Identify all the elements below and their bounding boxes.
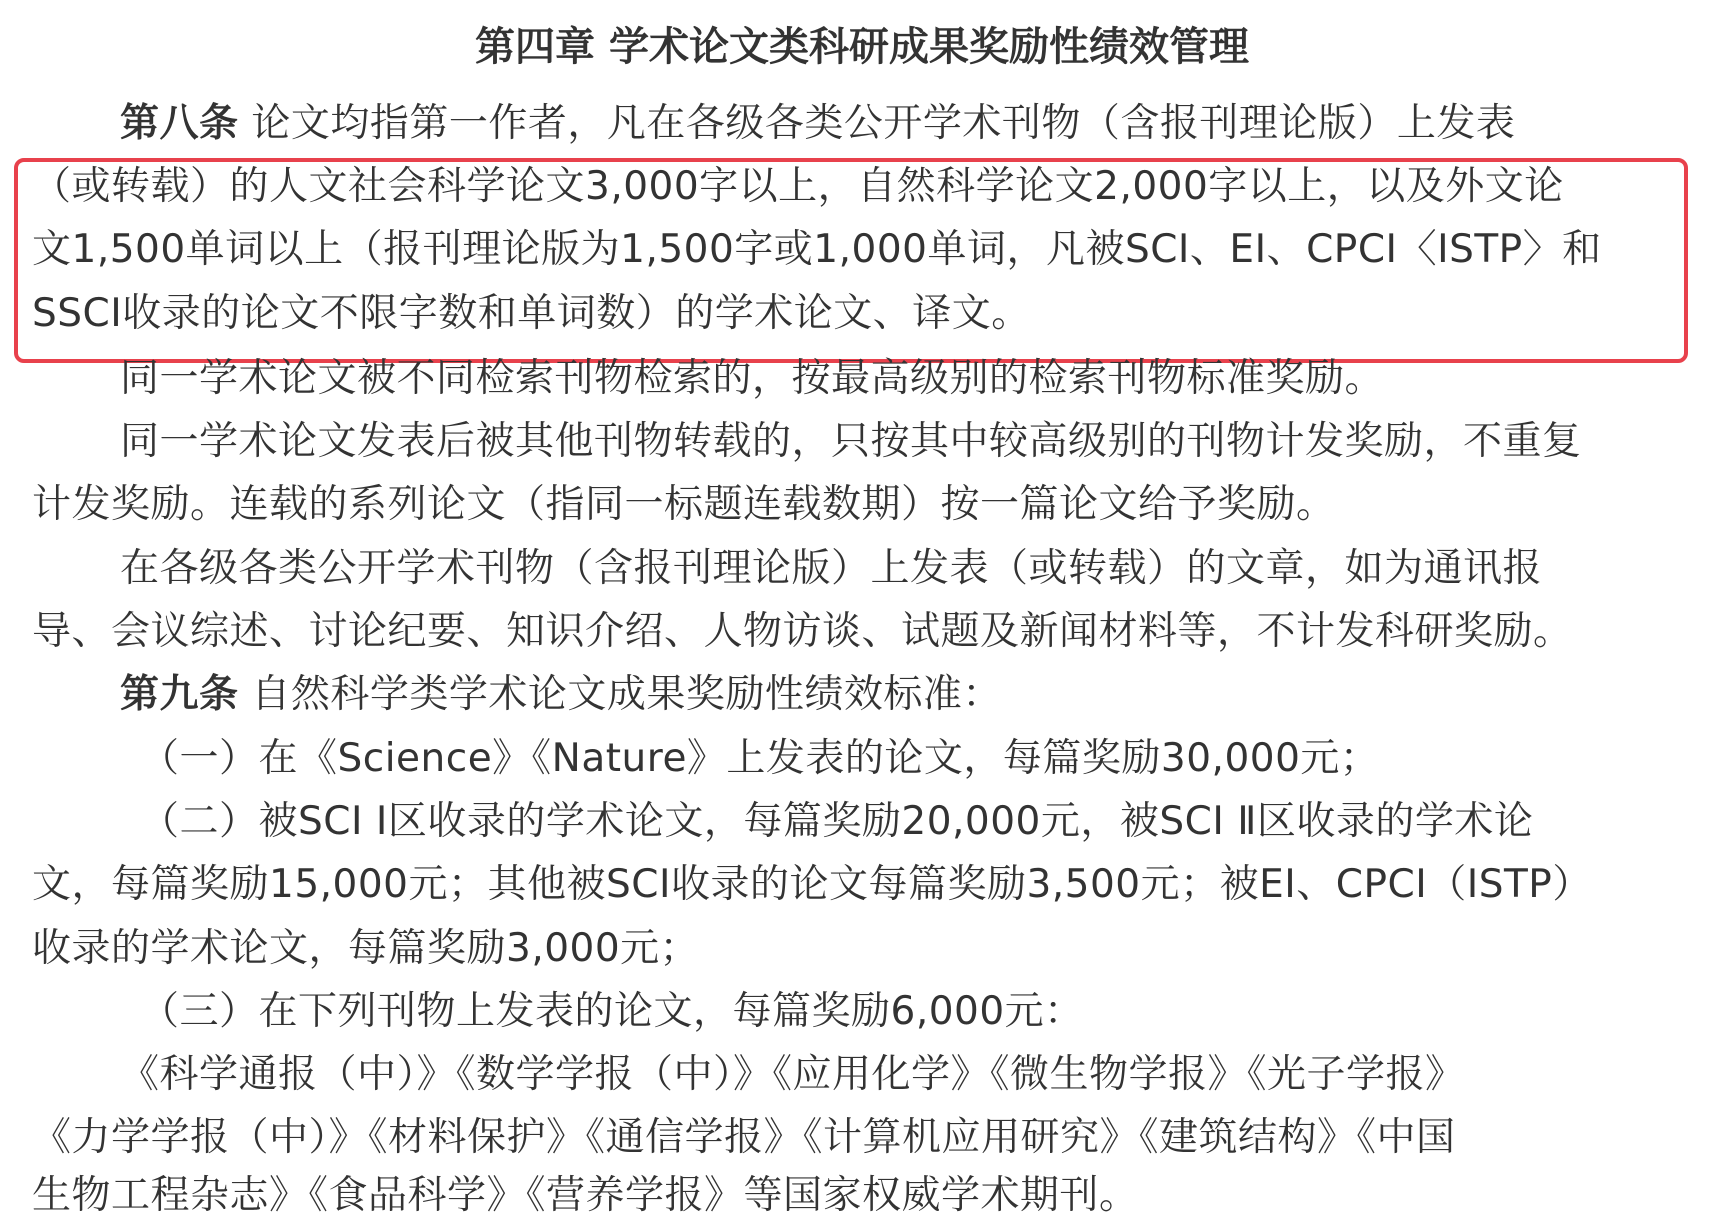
article9-item2-line2: 文，每篇奖励15,000元；其他被SCI收录的论文每篇奖励3,500元；被EI、CPCI（ISTP）	[32, 862, 1592, 907]
article9-intro-line	[120, 671, 1002, 719]
article8-label: 第八条	[120, 101, 239, 146]
article9-journals-line1: 《科学通报（中）》《数学学报（中）》《应用化学》《微生物学报》《光子学报》	[120, 1052, 1465, 1097]
article8-para4-line2: 导、会议综述、讨论纪要、知识介绍、人物访谈、试题及新闻材料等，不计发科研奖励。	[32, 609, 1573, 654]
article8-para4-line1: 在各级各类公开学术刊物（含报刊理论版）上发表（或转载）的文章，如为通讯报	[120, 546, 1543, 591]
article8-para3-line2: 计发奖励。连载的系列论文（指同一标题连载数期）按一篇论文给予奖励。	[32, 482, 1336, 527]
article8-line2: （或转载）的人文社会科学论文3,000字以上，自然科学论文2,000字以上，以及外文论	[32, 164, 1564, 209]
article8-line4: SSCI收录的论文不限字数和单词数）的学术论文、译文。	[32, 291, 1031, 336]
article9-item2-line3: 收录的学术论文，每篇奖励3,000元；	[32, 926, 700, 971]
article9-journals-line2: 《力学学报（中）》《材料保护》《通信学报》《计算机应用研究》《建筑结构》《中国	[32, 1115, 1456, 1160]
article8-line3: 文1,500单词以上（报刊理论版为1,500字或1,000单词，凡被SCI、EI、CPCI〈ISTP〉和	[32, 227, 1602, 272]
article9-item2-line1: （二）被SCI Ⅰ区收录的学术论文，每篇奖励20,000元，被SCI Ⅱ区收录的学术论	[140, 799, 1534, 844]
article8-para2: 同一学术论文被不同检索刊物检索的，按最高级别的检索刊物标准奖励。	[120, 356, 1385, 401]
article8-para3-line1: 同一学术论文发表后被其他刊物转载的，只按其中较高级别的刊物计发奖励，不重复	[120, 419, 1582, 464]
chapter-title: 第四章 学术论文类科研成果奖励性绩效管理	[475, 24, 1249, 70]
article9-item3: （三）在下列刊物上发表的论文，每篇奖励6,000元：	[140, 989, 1084, 1034]
article9-intro: 自然科学类学术论文成果奖励性绩效标准：	[238, 672, 1002, 717]
article9-journals-line3: 生物工程杂志》《食品科学》《营养学报》等国家权威学术期刊。	[32, 1173, 1139, 1218]
article9-item1: （一）在《Science》《Nature》上发表的论文，每篇奖励30,000元；	[140, 736, 1380, 781]
article8-text-line1: 论文均指第一作者，凡在各级各类公开学术刊物（含报刊理论版）上发表	[238, 101, 1516, 146]
article9-label: 第九条	[120, 672, 239, 717]
article8-line1	[120, 100, 1515, 148]
